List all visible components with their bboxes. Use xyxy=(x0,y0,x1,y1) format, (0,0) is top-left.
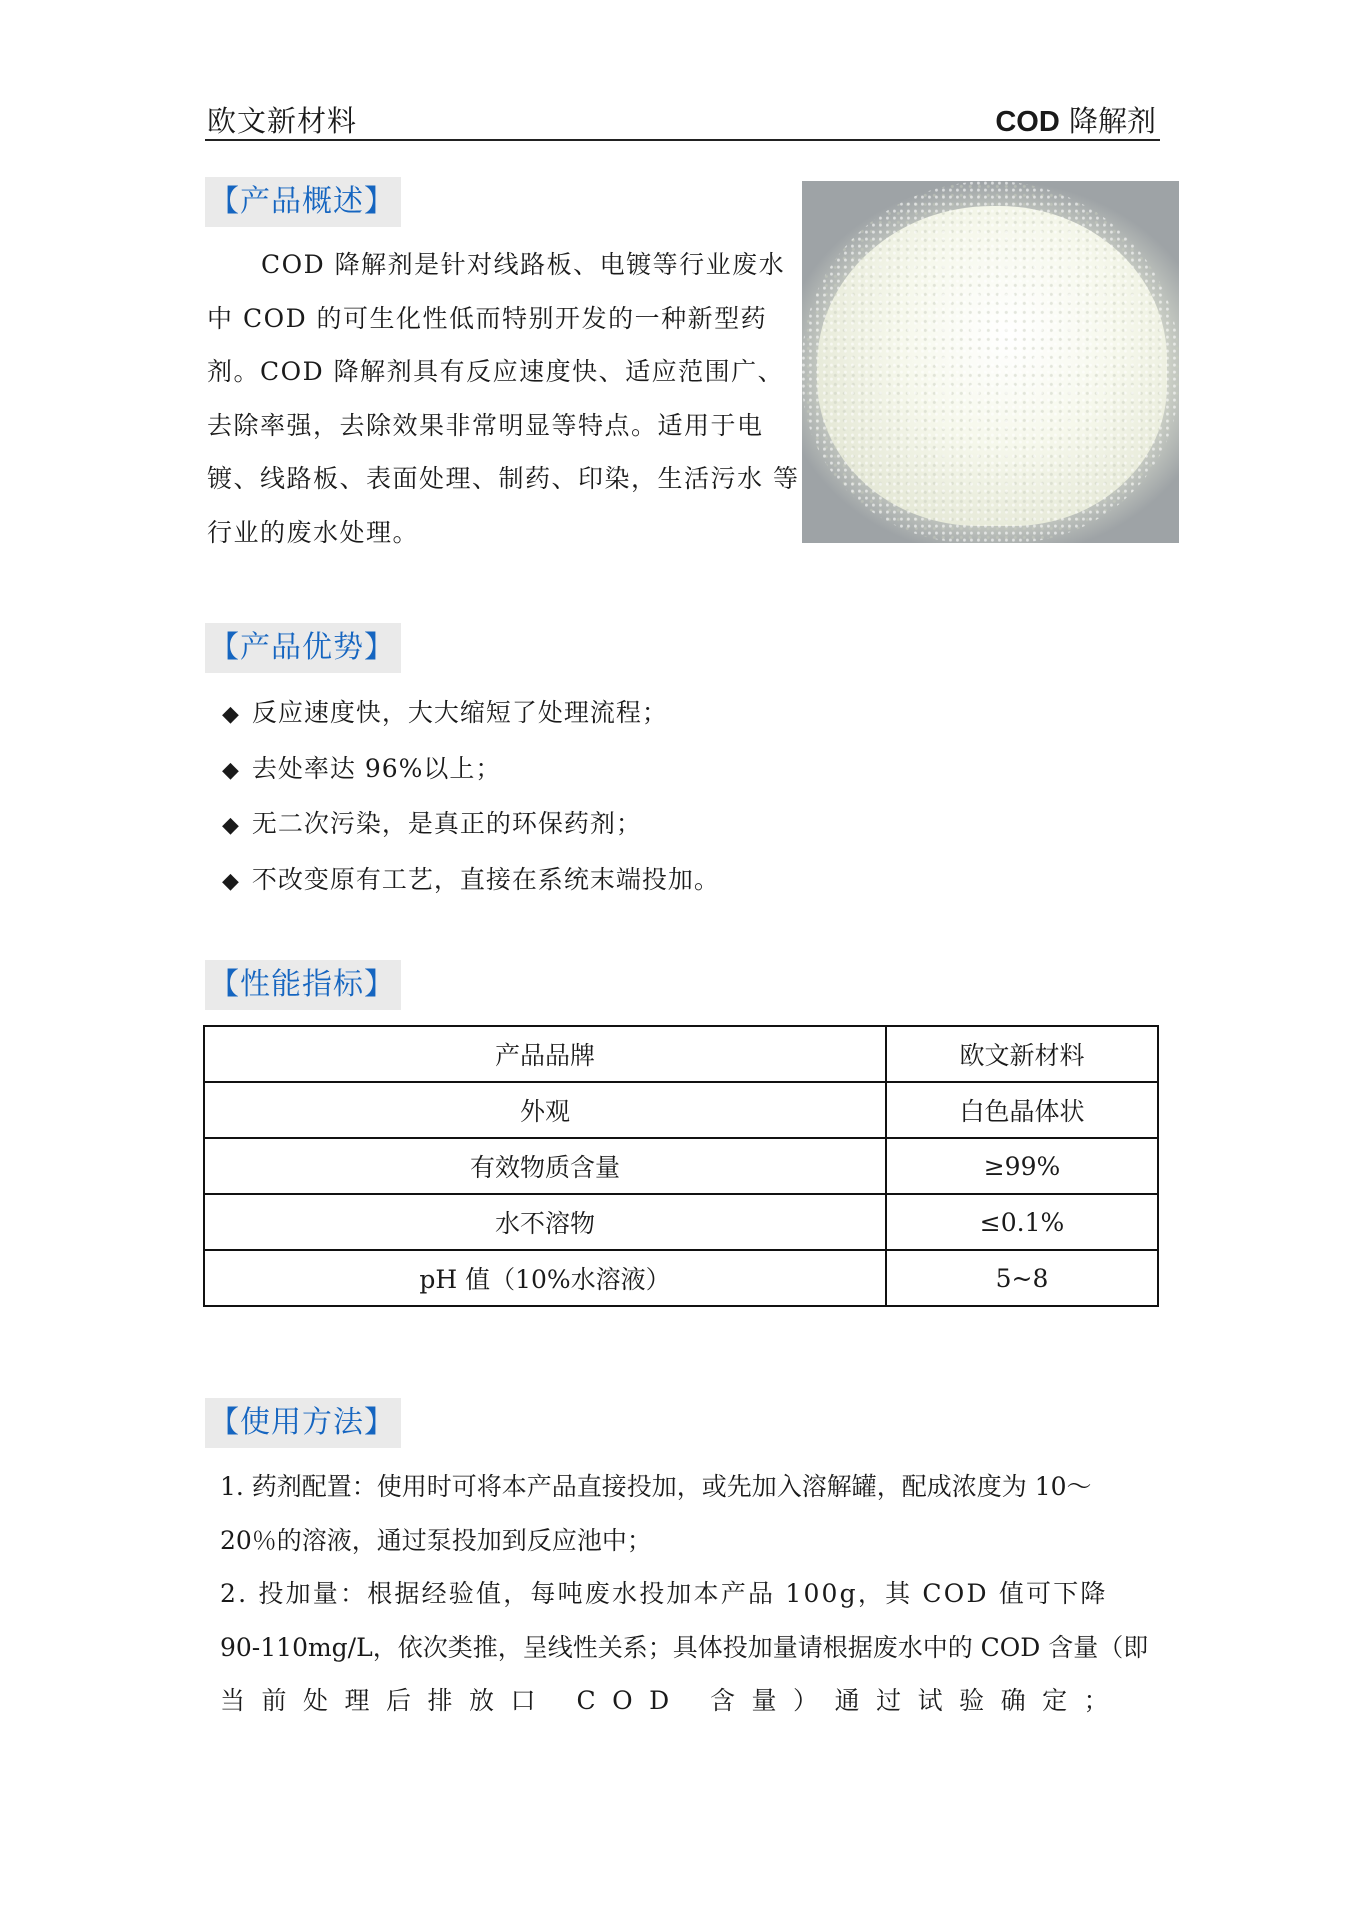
diamond-bullet-icon: ◆ xyxy=(222,813,240,838)
overview-line: 镀、线路板、表面处理、制药、印染，生活污水 等 xyxy=(207,464,800,493)
diamond-bullet-icon: ◆ xyxy=(222,868,240,894)
section-title-overview: 【产品概述】 xyxy=(205,177,401,227)
list-item xyxy=(222,742,720,798)
list-item-text: 去处率达 96%以上； xyxy=(251,753,502,783)
table-cell: ≥99% xyxy=(886,1138,1158,1194)
product-name-bold: COD xyxy=(995,106,1060,138)
table-cell: 外观 xyxy=(204,1082,886,1138)
table-cell: pH 值（10%水溶液） xyxy=(204,1250,886,1306)
list-item-text: 反应速度快，大大缩短了处理流程； xyxy=(251,698,668,727)
table-row xyxy=(204,1194,1158,1250)
overview-paragraph xyxy=(207,238,800,559)
list-item-text: 无二次污染，是真正的环保药剂； xyxy=(251,809,642,838)
company-name: 欧文新材料 xyxy=(207,104,358,138)
usage-line: 2. 投加量：根据经验值，每吨废水投加本产品 100g，其 COD 值可下降 xyxy=(220,1579,1108,1608)
table-cell: 有效物质含量 xyxy=(204,1138,886,1194)
advantages-list xyxy=(222,686,720,908)
list-item-text: 不改变原有工艺，直接在系统末端投加。 xyxy=(251,864,720,894)
diamond-bullet-icon: ◆ xyxy=(222,757,240,783)
table-row xyxy=(204,1250,1158,1306)
usage-text xyxy=(220,1460,1160,1728)
list-item xyxy=(222,686,720,742)
table-row xyxy=(204,1026,1158,1082)
table-cell: 白色晶体状 xyxy=(886,1082,1158,1138)
product-name xyxy=(995,99,1156,140)
table-cell: 5~8 xyxy=(886,1250,1158,1306)
overview-line: 行业的废水处理。 xyxy=(207,517,420,547)
overview-line: 去除率强，去除效果非常明显等特点。适用于电 xyxy=(207,410,764,440)
list-item xyxy=(222,797,720,853)
table-cell: 水不溶物 xyxy=(204,1194,886,1250)
usage-line: 1. 药剂配置：使用时可将本产品直接投加，或先加入溶解罐，配成浓度为 10～ xyxy=(220,1472,1092,1501)
overview-line: COD 降解剂是针对线路板、电镀等行业废水 xyxy=(261,250,786,279)
spec-table xyxy=(203,1025,1159,1307)
diamond-bullet-icon: ◆ xyxy=(222,702,240,727)
usage-line: 90-110mg/L，依次类推，呈线性关系；具体投加量请根据废水中的 COD 含量（即 xyxy=(220,1632,1149,1662)
product-name-rest: 降解剂 xyxy=(1059,104,1156,138)
section-title-specs: 【性能指标】 xyxy=(205,960,401,1010)
table-cell: 产品品牌 xyxy=(204,1026,886,1082)
overview-line: 中 COD 的可生化性低而特别开发的一种新型药 xyxy=(207,303,768,333)
overview-line: 剂。COD 降解剂具有反应速度快、适应范围广、 xyxy=(207,357,785,386)
page-header xyxy=(205,95,1160,141)
table-row xyxy=(204,1082,1158,1138)
list-item xyxy=(222,853,720,909)
usage-line: 当前处理后排放口 COD 含量）通过试验确定； xyxy=(220,1686,1126,1715)
product-photo xyxy=(802,181,1179,543)
table-cell: ≤0.1% xyxy=(886,1194,1158,1250)
table-row xyxy=(204,1138,1158,1194)
usage-line: 20％的溶液，通过泵投加到反应池中； xyxy=(220,1525,652,1555)
table-cell: 欧文新材料 xyxy=(886,1026,1158,1082)
section-title-advantages: 【产品优势】 xyxy=(205,623,401,673)
powder-texture xyxy=(802,181,1179,543)
section-title-usage: 【使用方法】 xyxy=(205,1398,401,1448)
